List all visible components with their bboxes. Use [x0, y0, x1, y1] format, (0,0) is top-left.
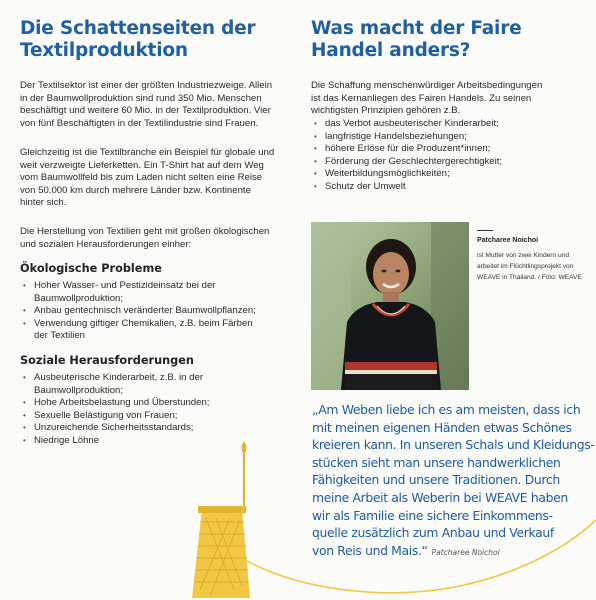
text-line: hinter sich.	[20, 197, 67, 209]
quote-line: wir als Familie eine sichere Einkommens-	[312, 507, 553, 523]
text-line: • Sexuelle Belästigung von Frauen;	[34, 409, 178, 421]
quote-attribution: Patcharee Noichoi	[431, 547, 500, 557]
text-line: weit verzweigte Lieferketten. Ein T-Shirt hat auf dem Weg	[20, 159, 264, 171]
text-line: • Niedrige Löhne	[34, 434, 100, 446]
thread-spool-icon	[186, 440, 266, 600]
left-paragraph-3	[20, 226, 269, 251]
social-list	[20, 372, 209, 448]
text-line: ist das Kernanliegen des Fairen Handels. Zu seinen	[311, 92, 532, 104]
text-line: der Textilien	[34, 330, 86, 342]
text-line: • Hoher Wasser- und Pestizideinsatz bei der	[34, 280, 216, 291]
list-item	[20, 397, 209, 410]
text-line: von fünf Beschäftigten in der Textilindustrie sind Frauen.	[20, 117, 259, 129]
portrait-illustration	[311, 222, 469, 390]
quote-line: Fähigkeiten und unsere Traditionen. Durch	[312, 472, 560, 488]
list-item	[311, 168, 502, 181]
quote-last-line	[312, 542, 595, 562]
left-title-line: Textilproduktion	[20, 40, 188, 61]
caption-rule	[477, 230, 493, 231]
list-item	[20, 410, 209, 423]
list-item	[311, 118, 502, 131]
text-line: ist Mutter von zwei Kindern und	[477, 252, 569, 259]
left-title	[20, 18, 255, 62]
text-line: • Hohe Arbeitsbelastung und Überstunden;	[34, 397, 210, 409]
text-line: vom Baumwollfeld bis zum Laden nicht selten eine Reise	[20, 172, 263, 184]
text-line: Baumwollproduktion;	[34, 292, 124, 304]
social-heading: Soziale Herausforderungen	[20, 354, 194, 367]
text-line: wichtigsten Prinzipien gehören z.B.	[311, 105, 461, 117]
text-line: beschäftigt und weitere 60 Mio. in der Textilproduktion. Vier	[20, 105, 271, 117]
eco-list	[20, 280, 256, 343]
eco-heading: Ökologische Probleme	[20, 262, 162, 275]
left-title-line: Die Schattenseiten der	[20, 18, 256, 39]
text-line: • Förderung der Geschlechtergerechtigkeit;	[325, 155, 503, 167]
principles-list	[311, 118, 502, 194]
pull-quote	[312, 401, 595, 561]
quote-line: stücken sieht man unsere handwerklichen	[312, 454, 561, 470]
list-item	[311, 181, 502, 194]
quote-line: mit meinen eigenen Händen etwas Schönes	[312, 419, 572, 435]
list-item	[311, 143, 502, 156]
left-paragraph-2	[20, 147, 274, 210]
text-line: Gleichzeitig ist die Textilbranche ein Beispiel für globale und	[20, 147, 275, 158]
quote-line-text: von Reis und Mais.“	[312, 542, 428, 558]
text-line: • langfristige Handelsbeziehungen;	[325, 130, 467, 142]
needle-icon	[242, 442, 246, 506]
text-line: • Verwendung giftiger Chemikalien, z.B. beim Färben	[34, 317, 253, 329]
right-title-line: Was macht der Faire	[311, 18, 522, 39]
text-line: • höhere Erlöse für die Produzent*innen;	[325, 143, 491, 155]
text-line: arbeitet im Flüchtlingsprojekt von	[477, 262, 574, 270]
text-line: WEAVE in Thailand. / Foto: WEAVE	[477, 273, 582, 281]
list-item	[311, 156, 502, 169]
text-line: • Schutz der Umwelt	[325, 180, 406, 192]
text-line: • Weiterbildungsmöglichkeiten;	[325, 168, 450, 180]
list-item	[20, 435, 209, 448]
quote-line: „Am Weben liebe ich es am meisten, dass ich	[312, 402, 581, 417]
text-line: Die Schaffung menschenwürdiger Arbeitsbedingungen	[311, 80, 543, 91]
text-line: Der Textilsektor ist einer der größten Industriezweige. Allein	[20, 80, 273, 91]
list-item	[311, 131, 502, 144]
right-title	[311, 18, 521, 62]
text-line: und sozialen Herausforderungen einher:	[20, 238, 192, 250]
text-line: • Unzureichende Sicherheitsstandards;	[34, 422, 194, 434]
right-intro	[311, 80, 542, 118]
right-title-line: Handel anders?	[311, 40, 471, 61]
text-line: • Ausbeuterische Kinderarbeit, z.B. in der	[34, 372, 204, 383]
text-line: von 50.000 km durch mehrere Länder bzw. Kontinente	[20, 184, 251, 196]
quote-line: meine Arbeit als Weberin bei WEAVE haben	[312, 489, 568, 505]
text-line: Die Herstellung von Textilien geht mit großen ökologischen	[20, 226, 270, 237]
list-item	[20, 372, 209, 397]
text-line: • das Verbot ausbeuterischer Kinderarbeit;	[325, 118, 499, 129]
portrait-photo	[311, 222, 469, 390]
text-line: in der Baumwollproduktion sind rund 350 Mio. Menschen	[20, 92, 262, 104]
quote-line: kreieren kann. In unseren Schals und Kleidungs-	[312, 437, 595, 453]
left-paragraph-1	[20, 80, 272, 130]
list-item	[20, 305, 256, 318]
photo-caption	[477, 251, 582, 283]
text-line: • Anbau gentechnisch veränderter Baumwollpflanzen;	[34, 305, 256, 317]
quote-line: quelle zusätzlich zum Anbau und Verkauf	[312, 525, 554, 541]
list-item	[20, 318, 256, 343]
list-item	[20, 280, 256, 305]
text-line: Baumwollproduktion;	[34, 384, 124, 396]
caption-name: Patcharee Noichoi	[477, 237, 539, 244]
list-item	[20, 422, 209, 435]
